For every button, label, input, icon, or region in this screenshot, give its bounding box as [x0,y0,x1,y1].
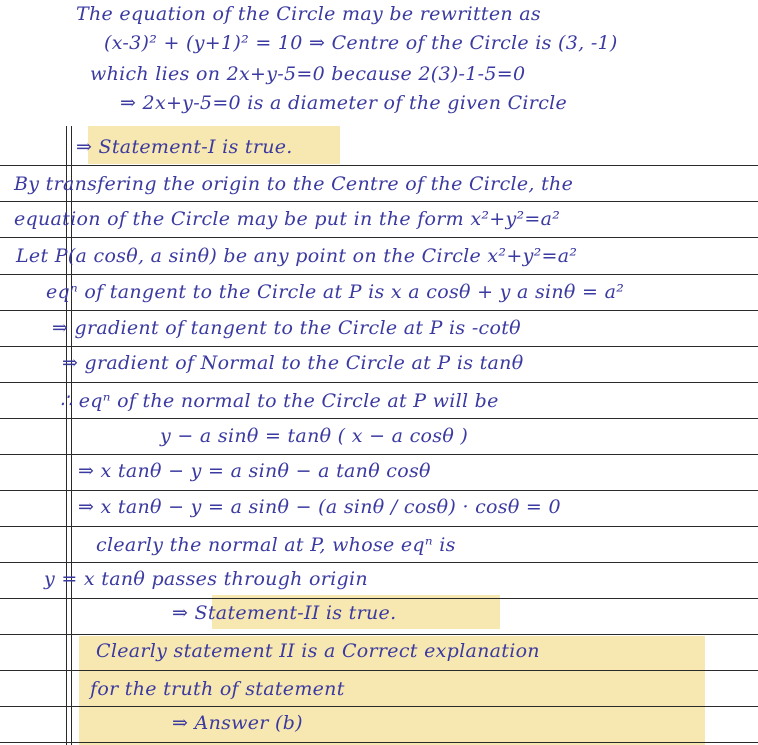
text-line-12: ∴ eqⁿ of the normal to the Circle at P will be [60,390,499,412]
text-line-7: equation of the Circle may be put in the form x²+y²=a² [14,208,561,230]
text-line-6: By transfering the origin to the Centre of the Circle, the [14,173,574,195]
statement-2-true: ⇒ Statement-II is true. [172,602,397,624]
text-line-9: eqⁿ of tangent to the Circle at P is x a cosθ + y a sinθ = a² [46,281,625,303]
ruled-line [0,274,758,275]
ruled-line [0,742,758,743]
text-line-15: ⇒ x tanθ − y = a sinθ − (a sinθ / cosθ) · cosθ = 0 [78,496,561,518]
ruled-line [0,490,758,491]
text-line-3: which lies on 2x+y-5=0 because 2(3)-1-5=0 [90,63,526,85]
ruled-line [0,670,758,671]
statement-1-true: ⇒ Statement-I is true. [76,136,293,158]
text-line-14: ⇒ x tanθ − y = a sinθ − a tanθ cosθ [78,460,431,482]
ruled-line [0,598,758,599]
ruled-line [0,310,758,311]
text-line-4: ⇒ 2x+y-5=0 is a diameter of the given Circle [120,92,568,114]
text-line-17: y = x tanθ passes through origin [44,568,368,590]
ruled-line [0,165,758,166]
ruled-line [0,382,758,383]
ruled-line [0,562,758,563]
ruled-line [0,418,758,419]
text-line-10: ⇒ gradient of tangent to the Circle at P is -cotθ [52,317,521,339]
ruled-line [0,346,758,347]
text-line-19: Clearly statement II is a Correct explanation [96,640,540,662]
ruled-line [0,237,758,238]
text-line-20: for the truth of statement [90,678,345,700]
text-line-13: y − a sinθ = tanθ ( x − a cosθ ) [160,425,469,447]
text-line-8: Let P(a cosθ, a sinθ) be any point on the Circle x²+y²=a² [16,245,578,267]
ruled-line [0,634,758,635]
text-line-2: (x-3)² + (y+1)² = 10 ⇒ Centre of the Circle is (3, -1) [104,32,618,54]
text-line-16: clearly the normal at P, whose eqⁿ is [96,534,456,556]
text-line-1: The equation of the Circle may be rewritten as [76,3,541,25]
answer-line: ⇒ Answer (b) [172,712,303,734]
ruled-line [0,526,758,527]
ruled-line [0,454,758,455]
text-line-11: ⇒ gradient of Normal to the Circle at P is tanθ [62,352,524,374]
ruled-line [0,706,758,707]
ruled-line [0,201,758,202]
